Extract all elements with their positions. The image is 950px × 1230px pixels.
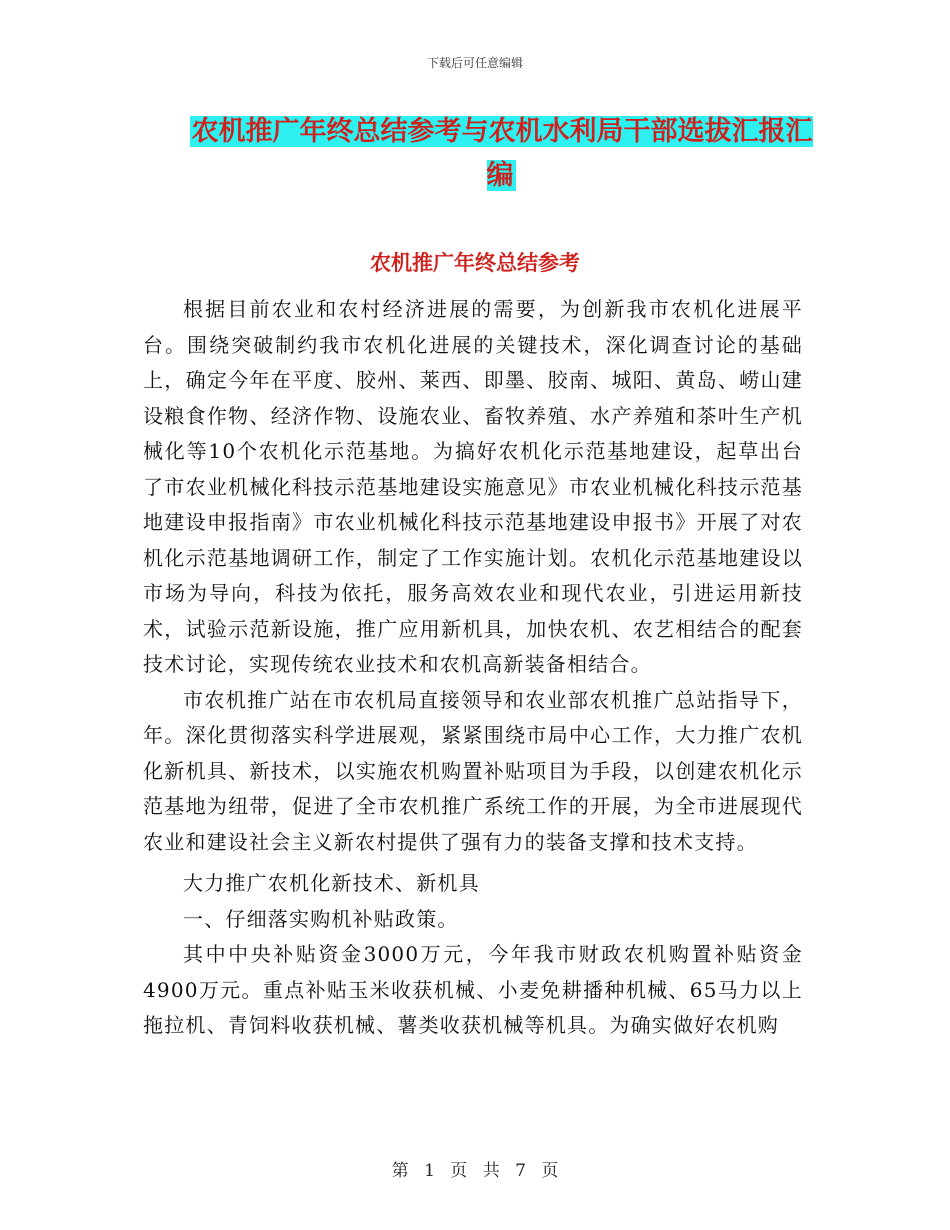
page-header-note: 下载后可任意编辑 [426,56,523,70]
document-body [143,292,803,1044]
document-title [186,110,816,198]
document-title-text: 农机推广年终总结参考与农机水利局干部选拔汇报汇编 [191,116,813,191]
body-paragraph: 其中中央补贴资金3000万元，今年我市财政农机购置补贴资金4900万元。重点补贴玉米收获机械、小麦免耕播种机械、65马力以上拖拉机、青饲料收获机械、薯类收获机械等机具。为确实做好农机购 [143,942,803,1037]
body-paragraph: 市农机推广站在市农机局直接领导和农业部农机推广总站指导下，年。深化贯彻落实科学进展观，紧紧围绕市局中心工作，大力推广农机化新机具、新技术，以实施农机购置补贴项目为手段，以创建农机化示范基地为纽带，促进了全市农机推广系统工作的开展，为全市进展现代农业和建设社会主义新农村提供了强有力的装备支撑和技术支持。 [143,687,803,854]
body-paragraph: 根据目前农业和农村经济进展的需要，为创新我市农机化进展平台。围绕突破制约我市农机化进展的关键技术，深化调查讨论的基础上，确定今年在平度、胶州、莱西、即墨、胶南、城阳、黄岛、崂山建设粮食作物、经济作物、设施农业、畜牧养殖、水产养殖和茶叶生产机械化等10个农机化示范基地。为搞好农机化示范基地建设，起草出台了市农业机械化科技示范基地建设实施意见》市农业机械化科技示范基地建设申报指南》市农业机械化科技示范基地建设申报书》开展了对农机化示范基地调研工作，制定了工作实施计划。农机化示范基地建设以市场为导向，科技为依托，服务高效农业和现代农业，引进运用新技术，试验示范新设施，推广应用新机具，加快农机、农艺相结合的配套技术讨论，实现传统农业技术和农机高新装备相结合。 [143,297,803,676]
section-title: 农机推广年终总结参考 [370,251,580,275]
body-paragraph: 一、仔细落实购机补贴政策。 [183,906,459,931]
page-footer: 第 1 页 共 7 页 [391,1161,559,1181]
body-paragraph: 大力推广农机化新技术、新机具 [183,871,480,895]
